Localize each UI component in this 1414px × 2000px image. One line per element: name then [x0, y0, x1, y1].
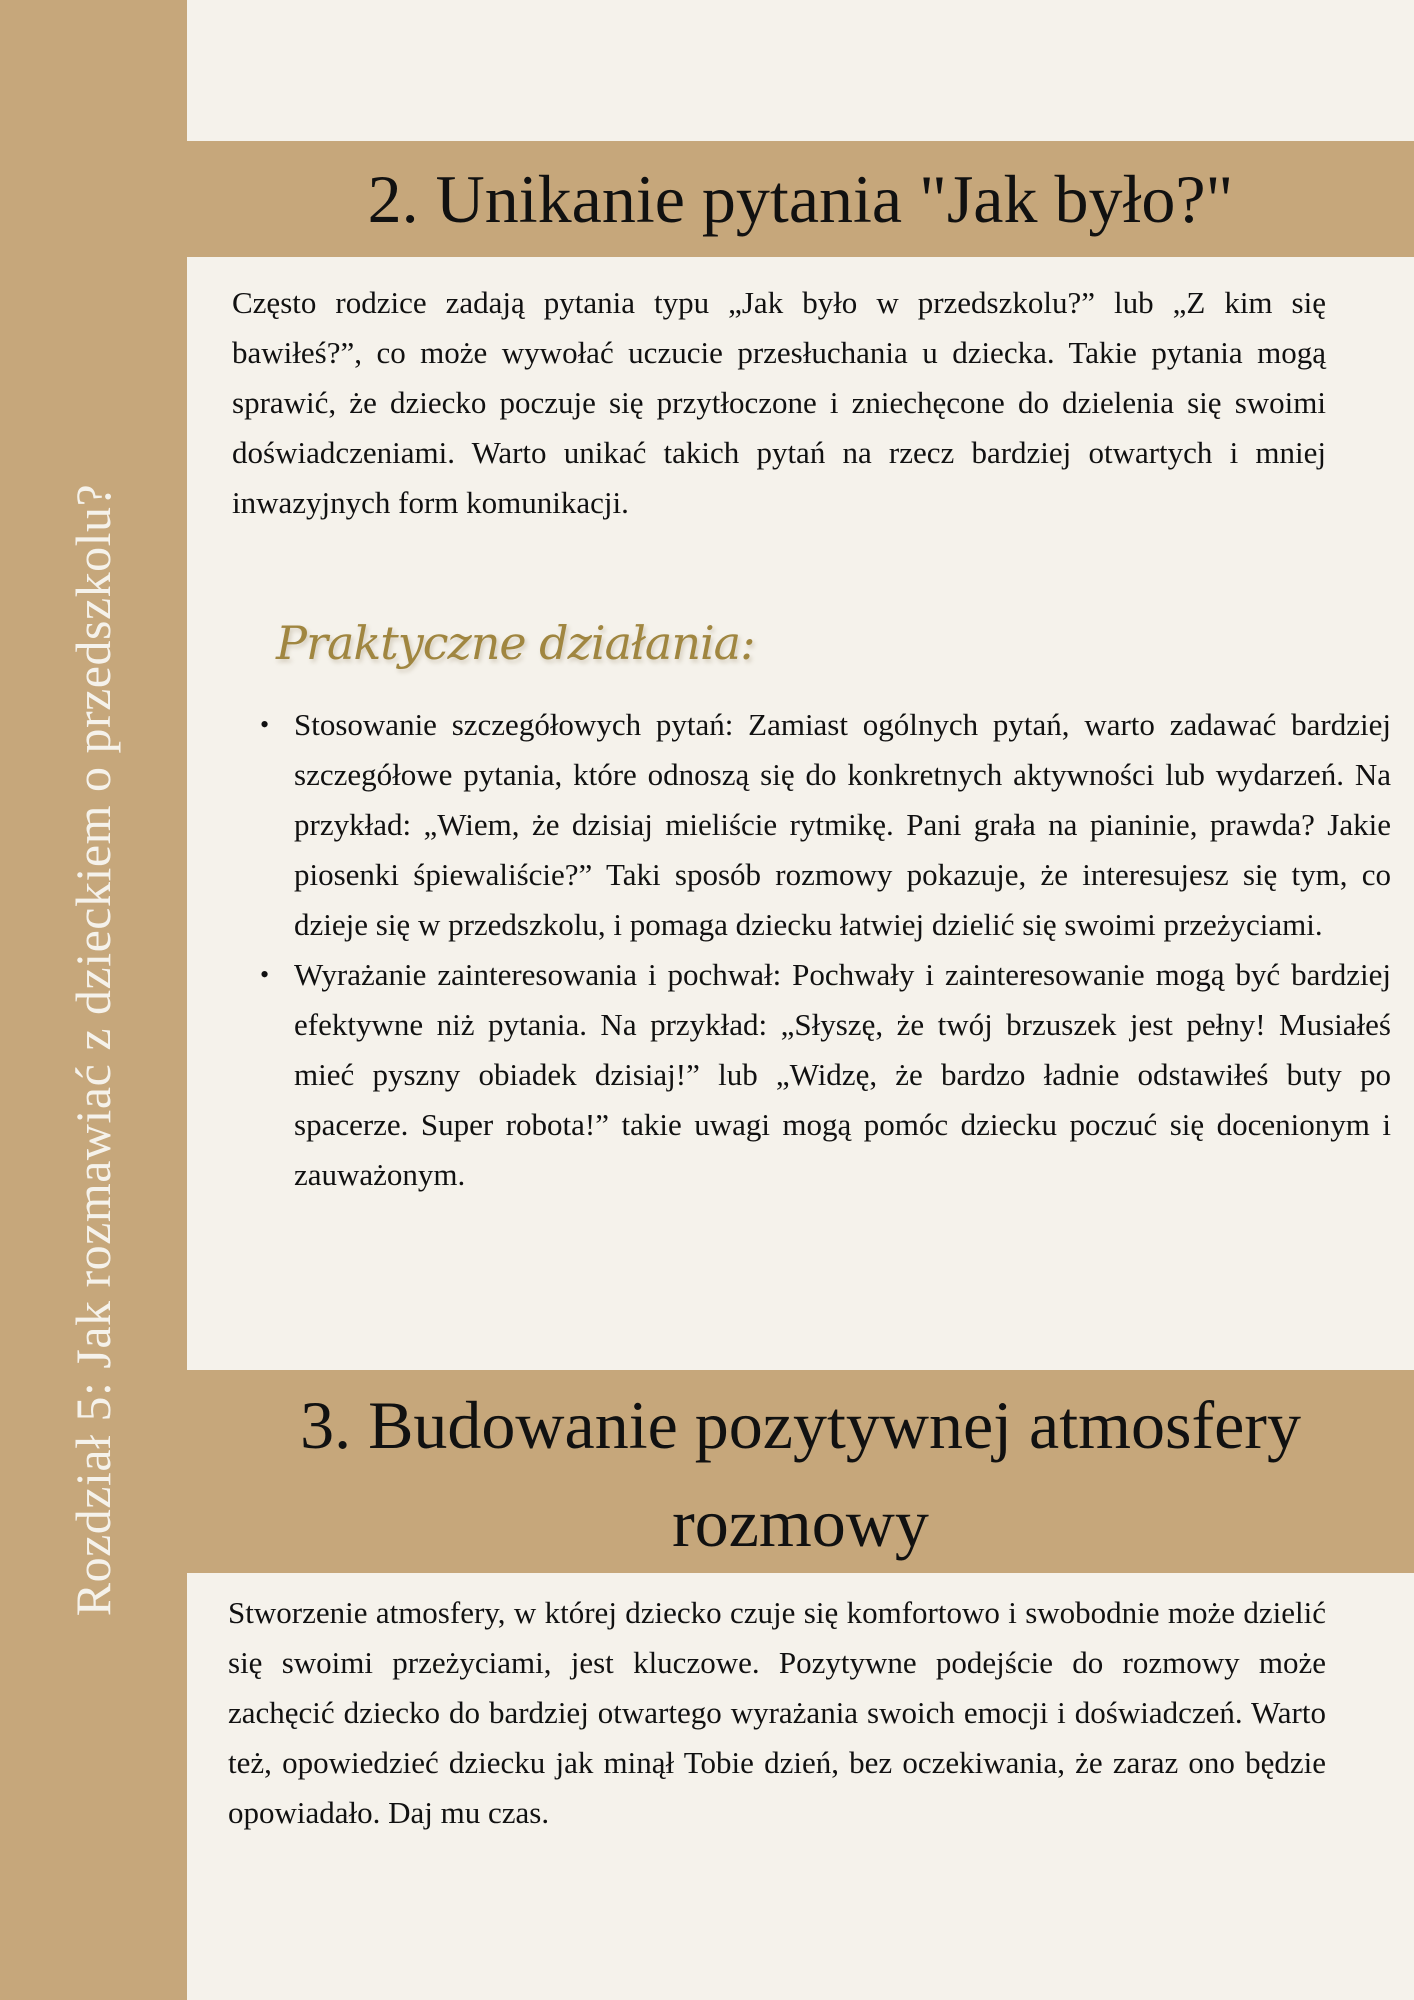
- chapter-sidebar: [0, 0, 187, 2000]
- section-2-heading-band: [187, 141, 1414, 257]
- practical-actions-subheading: Praktyczne działania:: [276, 616, 755, 670]
- practical-actions-list: [232, 700, 1391, 1200]
- list-item: • Wyrażanie zainteresowania i pochwał: Pochwały i zainteresowanie mogą być bardziej efektywne niż pytania. Na przykład: „Słyszę, że twój brzuszek jest pełny! Musiałeś mieć pyszny obiadek dzisiaj!” lub „Widzę, że bardzo ładnie odstawiłeś buty po spacerze. Super robota!” takie uwagi mogą pomóc dziecku poczuć się docenionym i zauważonym.: [294, 950, 1391, 1200]
- list-item: • Stosowanie szczegółowych pytań: Zamiast ogólnych pytań, warto zadawać bardziej szczegółowe pytania, które odnoszą się do konkretnych aktywności lub wydarzeń. Na przykład: „Wiem, że dzisiaj mieliście rytmikę. Pani grała na pianinie, prawda? Jakie piosenki śpiewaliście?” Taki sposób rozmowy pokazuje, że interesujesz się tym, co dzieje się w przedszkolu, i pomaga dziecku łatwiej dzielić się swoimi przeżyciami.: [294, 700, 1391, 950]
- section-2-heading: 2. Unikanie pytania "Jak było?": [367, 161, 1234, 237]
- section-3-body: Stworzenie atmosfery, w której dziecko czuje się komfortowo i swobodnie może dzielić się swoimi przeżyciami, jest kluczowe. Pozytywne podejście do rozmowy może zachęcić dziecko do bardziej otwartego wyrażania swoich emocji i doświadczeń. Warto też, opowiedzieć dziecku jak minął Tobie dzień, bez oczekiwania, że zaraz ono będzie opowiadało. Daj mu czas.: [228, 1595, 1326, 1830]
- section-3-heading: 3. Budowanie pozytywnej atmosfery rozmowy: [300, 1387, 1301, 1561]
- chapter-title: Rozdział 5: Jak rozmawiać z dzieckiem o przedszkolu?: [65, 483, 121, 1617]
- section-3-heading-band: [187, 1370, 1414, 1573]
- section-2-intro: Często rodzice zadają pytania typu „Jak było w przedszkolu?” lub „Z kim się bawiłeś?”, co może wywołać uczucie przesłuchania u dziecka. Takie pytania mogą sprawić, że dziecko poczuje się przytłoczone i zniechęcone do dzielenia się swoimi doświadczeniami. Warto unikać takich pytań na rzecz bardziej otwartych i mniej inwazyjnych form komunikacji.: [232, 285, 1326, 520]
